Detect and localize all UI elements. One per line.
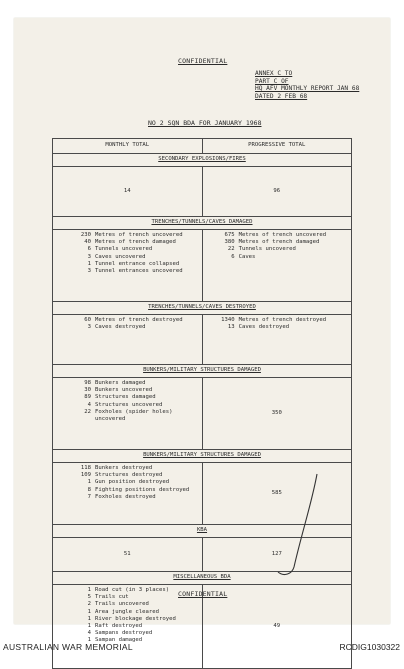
item-description: Tunnel entrances uncovered — [95, 268, 183, 275]
item-description: Tunnels uncovered — [95, 246, 153, 253]
item-count: 1340 — [221, 317, 235, 323]
bda-item — [205, 324, 349, 331]
item-description: Trails cut — [95, 594, 129, 601]
archive-record-id: RCDIG1030322 — [339, 642, 400, 652]
item-description: Caves destroyed — [95, 324, 146, 331]
section-heading-text: TRENCHES/TUNNELS/CAVES DESTROYED — [148, 304, 256, 310]
total-value: 14 — [123, 187, 131, 194]
bda-item — [55, 232, 200, 239]
bda-item — [55, 254, 200, 261]
item-count: 5 — [87, 594, 91, 601]
item-count: 30 — [84, 387, 91, 394]
item-description: Area jungle cleared — [95, 608, 159, 615]
section-heading-text: BUNKERS/MILITARY STRUCTURES DAMAGED — [143, 367, 261, 373]
item-count: 1 — [87, 587, 91, 593]
total-value: 96 — [273, 187, 281, 194]
item-description: Foxholes (spider holes) uncovered — [95, 408, 173, 423]
item-description: Bunkers uncovered — [95, 387, 153, 394]
item-count: 1 — [87, 608, 91, 615]
item-count: 675 — [224, 232, 235, 238]
item-description: River blockage destroyed — [95, 615, 176, 622]
bda-item — [205, 232, 349, 239]
column-header-progressive: PROGRESSIVE TOTAL — [202, 139, 351, 154]
item-description: Sampans destroyed — [95, 630, 153, 637]
total-value: 350 — [271, 409, 282, 416]
item-description: Structures uncovered — [95, 401, 163, 408]
item-count: 1 — [87, 260, 91, 267]
bda-item — [205, 246, 349, 253]
handwritten-mark — [272, 472, 322, 582]
bda-item — [55, 402, 200, 409]
bda-item — [55, 246, 200, 253]
section-heading-text: SECONDARY EXPLOSIONS/FIRES — [158, 156, 246, 162]
total-value: 127 — [271, 550, 282, 557]
item-description: Tunnel entrance collapsed — [95, 260, 180, 267]
monthly-cell — [53, 378, 203, 450]
bda-item — [55, 472, 200, 479]
progressive-cell — [202, 167, 351, 217]
section-heading — [53, 302, 352, 315]
item-count: 1 — [87, 623, 91, 630]
item-count: 98 — [84, 380, 91, 386]
section-heading — [53, 450, 352, 463]
item-description: Trails uncovered — [95, 601, 149, 608]
item-description: Caves — [238, 253, 256, 260]
item-count: 2 — [87, 601, 91, 608]
bda-item — [55, 601, 200, 608]
item-count: 230 — [80, 232, 91, 238]
bda-item — [55, 630, 200, 637]
progressive-cell — [202, 315, 351, 365]
item-count: 1 — [87, 615, 91, 622]
bda-item — [55, 261, 200, 268]
annex-reference — [255, 70, 359, 100]
bda-item — [55, 409, 200, 423]
bda-item — [55, 465, 200, 472]
annex-line: HQ AFV MONTHLY REPORT JAN 68 — [255, 85, 360, 92]
archive-footer — [0, 640, 404, 654]
item-count: 6 — [231, 253, 235, 260]
annex-line: PART C OF — [255, 77, 289, 85]
item-count: 40 — [84, 239, 91, 246]
item-description: Metres of trench damaged — [238, 239, 320, 246]
archive-name: AUSTRALIAN WAR MEMORIAL — [3, 642, 133, 652]
item-description: Metres of trench damaged — [95, 239, 176, 246]
bda-item — [55, 479, 200, 486]
item-count: 4 — [87, 630, 91, 637]
bda-item — [55, 324, 200, 331]
item-description: Sampan damaged — [95, 637, 143, 644]
item-count: 8 — [87, 486, 91, 493]
item-count: 6 — [87, 246, 91, 253]
bda-item — [55, 494, 200, 501]
item-count: 22 — [84, 408, 91, 415]
item-description: Metres of trench destroyed — [95, 317, 183, 323]
bda-item — [205, 239, 349, 246]
section-heading-text: TRENCHES/TUNNELS/CAVES DAMAGED — [151, 219, 253, 225]
item-count: 3 — [87, 253, 91, 260]
progressive-cell — [202, 378, 351, 450]
bda-item — [55, 609, 200, 616]
item-count: 89 — [84, 394, 91, 401]
item-count: 3 — [87, 324, 91, 331]
item-description: Road cut (in 3 places) — [95, 587, 170, 593]
item-count: 3 — [87, 268, 91, 275]
section-heading-text: BUNKERS/MILITARY STRUCTURES DAMAGED — [143, 452, 261, 458]
bda-item — [55, 268, 200, 275]
item-count: 380 — [224, 239, 235, 246]
section-heading — [53, 365, 352, 378]
item-description: Metres of trench uncovered — [238, 232, 327, 238]
section-heading-text: MISCELLANEOUS BDA — [173, 574, 231, 580]
item-description: Raft destroyed — [95, 623, 143, 630]
item-count: 22 — [227, 246, 235, 253]
item-count: 1 — [87, 637, 91, 644]
section-heading — [53, 217, 352, 230]
item-description: Structures destroyed — [95, 472, 163, 479]
item-count: 1 — [87, 479, 91, 486]
monthly-cell — [53, 538, 203, 572]
item-description: Fighting positions destroyed — [95, 486, 190, 493]
bda-item — [55, 623, 200, 630]
item-description: Structures damaged — [95, 394, 156, 401]
bda-item — [55, 616, 200, 623]
item-description: Metres of trench uncovered — [95, 232, 183, 238]
item-count: 109 — [80, 472, 91, 479]
item-description: Caves destroyed — [238, 324, 290, 331]
bda-item — [55, 239, 200, 246]
monthly-cell — [53, 463, 203, 525]
classification-top: CONFIDENTIAL — [178, 57, 228, 65]
bda-item — [55, 394, 200, 401]
bda-item — [55, 380, 200, 387]
annex-line: DATED 2 FEB 68 — [255, 92, 308, 100]
bda-item — [205, 254, 349, 261]
item-description: Bunkers damaged — [95, 380, 146, 386]
item-description: Bunkers destroyed — [95, 465, 153, 471]
item-count: 4 — [87, 401, 91, 408]
bda-item — [55, 487, 200, 494]
item-count: 13 — [227, 324, 235, 331]
item-count: 118 — [80, 465, 91, 471]
total-value: 49 — [273, 622, 281, 629]
item-description: Metres of trench destroyed — [238, 317, 327, 323]
monthly-cell — [53, 167, 203, 217]
column-header-monthly: MONTHLY TOTAL — [53, 139, 203, 154]
item-description: Foxholes destroyed — [95, 493, 156, 500]
progressive-cell — [202, 230, 351, 302]
bda-item — [205, 317, 349, 324]
monthly-cell — [53, 315, 203, 365]
total-value: 51 — [123, 550, 131, 557]
item-description: Tunnels uncovered — [238, 246, 296, 253]
report-title: NO 2 SQN BDA FOR JANUARY 1968 — [148, 119, 262, 127]
monthly-cell — [53, 230, 203, 302]
section-heading — [53, 154, 352, 167]
item-description: Gun position destroyed — [95, 479, 170, 486]
annex-line: ANNEX C TO — [255, 70, 293, 77]
classification-bottom: CONFIDENTIAL — [178, 590, 228, 598]
item-count: 60 — [84, 317, 91, 323]
total-value: 585 — [271, 489, 282, 496]
section-heading-text: KBA — [196, 527, 208, 533]
item-count: 7 — [87, 493, 91, 500]
bda-item — [55, 387, 200, 394]
bda-item — [55, 317, 200, 324]
item-description: Caves uncovered — [95, 253, 146, 260]
